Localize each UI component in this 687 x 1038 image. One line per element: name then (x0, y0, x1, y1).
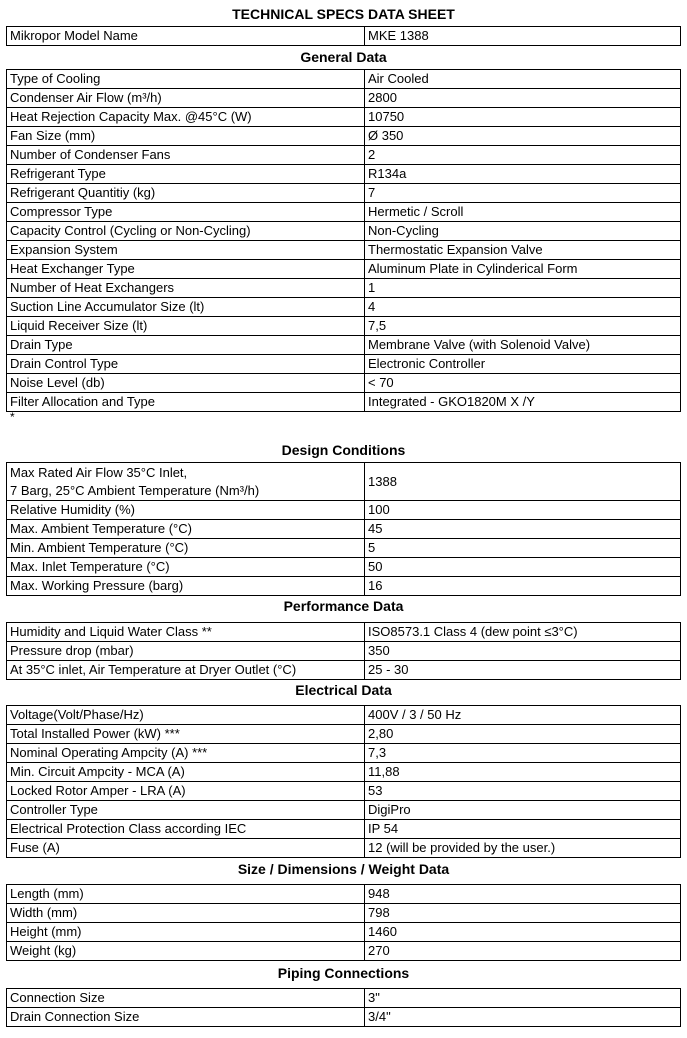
table-row (7, 203, 681, 222)
table-row (7, 577, 681, 596)
row-label-line: Max Rated Air Flow 35°C Inlet, (10, 464, 188, 480)
table-row (7, 706, 681, 725)
performance-table (6, 622, 681, 680)
row-label: Noise Level (db) (7, 374, 365, 393)
row-value: 2,80 (365, 725, 681, 744)
row-label: Min. Ambient Temperature (°C) (7, 539, 365, 558)
row-value: 16 (365, 577, 681, 596)
general-note: * (10, 410, 15, 424)
row-value: Thermostatic Expansion Valve (365, 241, 681, 260)
row-label: Filter Allocation and Type (7, 393, 365, 412)
electrical-table (6, 705, 681, 858)
table-row (7, 989, 681, 1008)
row-label: Heat Exchanger Type (7, 260, 365, 279)
row-label: At 35°C inlet, Air Temperature at Dryer Outlet (°C) (7, 661, 365, 680)
table-row (7, 923, 681, 942)
row-label: Type of Cooling (7, 70, 365, 89)
row-label: Pressure drop (mbar) (7, 642, 365, 661)
model-table (6, 26, 681, 46)
row-label: Max. Inlet Temperature (°C) (7, 558, 365, 577)
performance-heading: Performance Data (283, 598, 404, 614)
piping-table (6, 988, 681, 1027)
sheet-title: TECHNICAL SPECS DATA SHEET (232, 6, 455, 22)
table-row (7, 501, 681, 520)
row-value: Hermetic / Scroll (365, 203, 681, 222)
table-row (7, 317, 681, 336)
row-label: Mikropor Model Name (7, 27, 365, 46)
row-label: Nominal Operating Ampcity (A) *** (7, 744, 365, 763)
table-row (7, 241, 681, 260)
row-value: 2 (365, 146, 681, 165)
row-label: Number of Condenser Fans (7, 146, 365, 165)
table-row (7, 374, 681, 393)
row-value: Aluminum Plate in Cylinderical Form (365, 260, 681, 279)
row-value: 7 (365, 184, 681, 203)
table-row (7, 89, 681, 108)
row-label: Capacity Control (Cycling or Non-Cycling) (7, 222, 365, 241)
design-heading: Design Conditions (281, 442, 406, 458)
table-row (7, 146, 681, 165)
row-value: 10750 (365, 108, 681, 127)
row-value: 270 (365, 942, 681, 961)
row-label: Length (mm) (7, 885, 365, 904)
general-table (6, 69, 681, 412)
row-label: Electrical Protection Class according IEC (7, 820, 365, 839)
row-value: 948 (365, 885, 681, 904)
table-row (7, 623, 681, 642)
row-value: 100 (365, 501, 681, 520)
row-label: Suction Line Accumulator Size (lt) (7, 298, 365, 317)
table-row (7, 801, 681, 820)
row-value: 5 (365, 539, 681, 558)
table-row (7, 661, 681, 680)
table-row (7, 942, 681, 961)
row-label: Drain Type (7, 336, 365, 355)
row-value: Non-Cycling (365, 222, 681, 241)
table-row (7, 558, 681, 577)
row-label: Refrigerant Quantitiy (kg) (7, 184, 365, 203)
row-value: R134a (365, 165, 681, 184)
row-value: 25 - 30 (365, 661, 681, 680)
table-row (7, 763, 681, 782)
row-label: Humidity and Liquid Water Class ** (7, 623, 365, 642)
table-row (7, 184, 681, 203)
row-label: Refrigerant Type (7, 165, 365, 184)
row-label: Width (mm) (7, 904, 365, 923)
row-value: 12 (will be provided by the user.) (365, 839, 681, 858)
row-value: 350 (365, 642, 681, 661)
row-label: Controller Type (7, 801, 365, 820)
row-value: 798 (365, 904, 681, 923)
row-value: Integrated - GKO1820M X /Y (365, 393, 681, 412)
row-value: 3/4" (365, 1008, 681, 1027)
table-row (7, 127, 681, 146)
piping-heading: Piping Connections (277, 965, 410, 981)
design-table (6, 462, 681, 596)
table-row (7, 642, 681, 661)
row-value: 3" (365, 989, 681, 1008)
table-row (7, 1008, 681, 1027)
table-row (7, 782, 681, 801)
dimensions-table (6, 884, 681, 961)
row-value: 7,5 (365, 317, 681, 336)
table-row (7, 260, 681, 279)
row-value: 7,3 (365, 744, 681, 763)
row-value: Ø 350 (365, 127, 681, 146)
row-value: 45 (365, 520, 681, 539)
table-row (7, 222, 681, 241)
row-label: Drain Control Type (7, 355, 365, 374)
table-row (7, 463, 681, 501)
row-value: < 70 (365, 374, 681, 393)
row-value: 2800 (365, 89, 681, 108)
row-value: Electronic Controller (365, 355, 681, 374)
table-row (7, 355, 681, 374)
row-value: 50 (365, 558, 681, 577)
table-row (7, 70, 681, 89)
row-value: 1460 (365, 923, 681, 942)
row-label: Total Installed Power (kW) *** (7, 725, 365, 744)
row-label: Condenser Air Flow (m³/h) (7, 89, 365, 108)
table-row (7, 27, 681, 46)
row-label-line: 7 Barg, 25°C Ambient Temperature (Nm³/h) (10, 482, 260, 498)
spec-sheet (6, 0, 681, 1027)
table-row (7, 539, 681, 558)
table-row (7, 108, 681, 127)
row-value: DigiPro (365, 801, 681, 820)
row-label: Voltage(Volt/Phase/Hz) (7, 706, 365, 725)
row-label: Connection Size (7, 989, 365, 1008)
table-row (7, 298, 681, 317)
row-value: 400V / 3 / 50 Hz (365, 706, 681, 725)
row-label: Liquid Receiver Size (lt) (7, 317, 365, 336)
electrical-heading: Electrical Data (295, 682, 392, 698)
row-label: Weight (kg) (7, 942, 365, 961)
table-row (7, 725, 681, 744)
table-row (7, 279, 681, 298)
row-label: Relative Humidity (%) (7, 501, 365, 520)
row-value: 4 (365, 298, 681, 317)
row-label: Locked Rotor Amper - LRA (A) (7, 782, 365, 801)
row-value: Membrane Valve (with Solenoid Valve) (365, 336, 681, 355)
row-label: Drain Connection Size (7, 1008, 365, 1027)
table-row (7, 520, 681, 539)
row-value: 11,88 (365, 763, 681, 782)
row-label: Fan Size (mm) (7, 127, 365, 146)
table-row (7, 165, 681, 184)
row-label: Min. Circuit Ampcity - MCA (A) (7, 763, 365, 782)
table-row (7, 904, 681, 923)
row-value: Air Cooled (365, 70, 681, 89)
table-row (7, 885, 681, 904)
row-label: Max. Working Pressure (barg) (7, 577, 365, 596)
row-label: Heat Rejection Capacity Max. @45°C (W) (7, 108, 365, 127)
row-value: MKE 1388 (365, 27, 681, 46)
row-label: Expansion System (7, 241, 365, 260)
table-row (7, 393, 681, 412)
general-heading: General Data (300, 49, 387, 65)
row-value: 1 (365, 279, 681, 298)
row-label: Compressor Type (7, 203, 365, 222)
row-label: Fuse (A) (7, 839, 365, 858)
table-row (7, 744, 681, 763)
table-row (7, 839, 681, 858)
row-label: Max. Ambient Temperature (°C) (7, 520, 365, 539)
row-label: Height (mm) (7, 923, 365, 942)
row-value: ISO8573.1 Class 4 (dew point ≤3°C) (365, 623, 681, 642)
row-value: 1388 (365, 463, 681, 501)
row-label: Number of Heat Exchangers (7, 279, 365, 298)
dimensions-heading: Size / Dimensions / Weight Data (237, 861, 450, 877)
row-label (7, 463, 365, 501)
table-row (7, 820, 681, 839)
row-value: IP 54 (365, 820, 681, 839)
row-value: 53 (365, 782, 681, 801)
table-row (7, 336, 681, 355)
